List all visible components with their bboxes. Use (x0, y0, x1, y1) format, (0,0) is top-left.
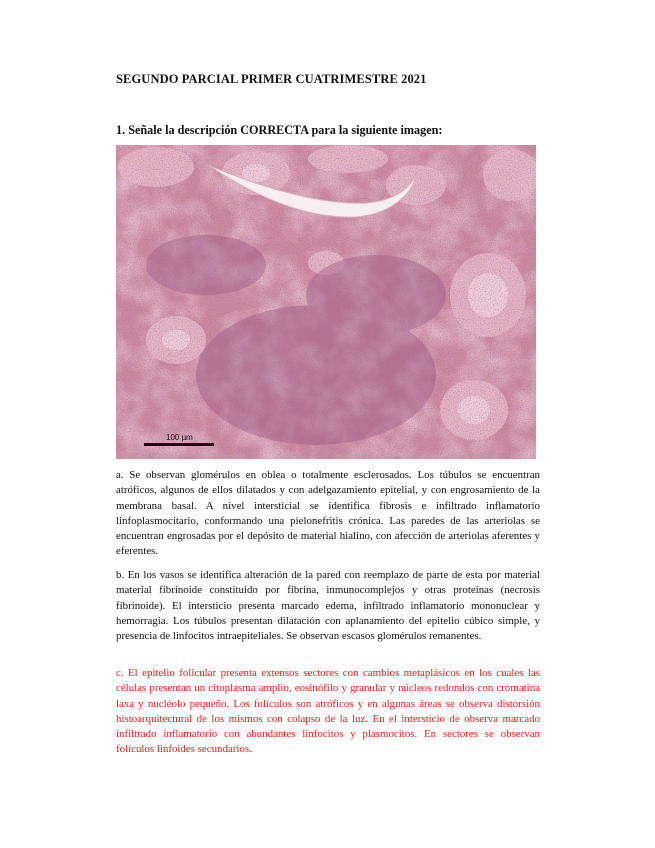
answer-option-c: c. El epitelio folicular presenta extensos sectores con cambios metaplásicos en los cuales las células presentan un citoplasma amplio, eosinófilo y granular y núcleos redondos con cromatina laxa y nucléolo pequeño. Los folículos son atróficos y en algunas áreas se observa distorsión histoarquitectural de los mismos con colapso de la luz. En el intersticio de observa marcado infiltrado inflamatorio con abundantes linfocitos y plasmocitos. En sectores se observan folículos linfoides secundarios. (116, 667, 540, 756)
answer-option-a: a. Se observan glomérulos en oblea o totalmente esclerosados. Los túbulos se encuentran atróficos, algunos de ellos dilatados y con adelgazamiento epitelial, y con engrosamiento de la membrana basal. A nivel intersticial se identifica fibrosis e infiltrado inflamatorio linfoplasmocitario, conformando una pielonefritis crónica. Las paredes de las arteriolas se encuentran engrosadas por el depósito de material hialino, con afección de arteriolas aferentes y eferentes. (116, 469, 540, 558)
histology-micrograph (116, 145, 536, 459)
histology-image (116, 145, 536, 459)
question-text: 1. Señale la descripción CORRECTA para la siguiente imagen: (116, 123, 443, 137)
page-title: SEGUNDO PARCIAL PRIMER CUATRIMESTRE 2021 (116, 72, 427, 86)
scale-bar-label: 100 µm (166, 433, 193, 442)
answer-option-b: b. En los vasos se identifica alteración de la pared con reemplazo de parte de esta por material material fibrinoide constituido por fibrina, inmunocomplejos y otras proteínas (necrosis fibrinoide). El intersticio presenta marcado edema, infiltrado inflamatorio mononuclear y hemorragia. Los túbulos presentan dilatación con aplanamiento del epitelio cúbico simple, y presencia de linfocitos intraepiteliales. Se observan escasos glomérulos remanentes. (116, 569, 540, 643)
